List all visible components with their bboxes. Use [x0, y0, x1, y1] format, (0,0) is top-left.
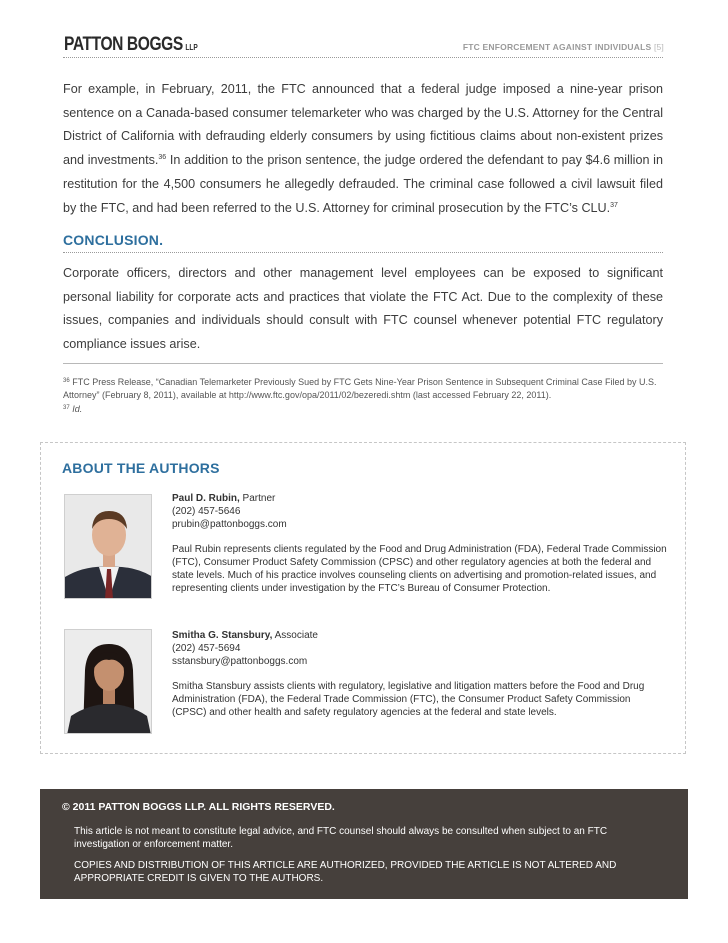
- author-email: sstansbury@pattonboggs.com: [172, 655, 308, 667]
- footnote-number: 36: [63, 378, 70, 384]
- footnote-text: Id.: [72, 404, 83, 414]
- conclusion-paragraph: Corporate officers, directors and other management level employees can be exposed to significant personal liability for corporate acts and practices that violate the FTC Act. Due to the complexity of these issues, companies and individuals should consult with FTC counsel whenever potential FTC regulatory compliance issues arise.: [63, 266, 663, 352]
- patton-boggs-logo: [64, 34, 198, 56]
- portrait-image: [65, 495, 152, 599]
- footnote-text: FTC Press Release, “Canadian Telemarketer Previously Sued by FTC Gets Nine-Year Prison Sentence in Subsequent Criminal Case Filed by U.S. Attorney” (February 8, 2011), available at http://www.ftc.gov/opa/2011/02/bezeredi.shtm (last accessed February 22, 2011).: [63, 377, 657, 400]
- distribution-notice: COPIES AND DISTRIBUTION OF THIS ARTICLE ARE AUTHORIZED, PROVIDED THE ARTICLE IS NOT ALTERED AND APPROPRIATE CREDIT IS GIVEN TO THE AUTHORS.: [74, 860, 617, 884]
- author-email: prubin@pattonboggs.com: [172, 518, 287, 530]
- footnote-number: 37: [63, 405, 70, 411]
- author-bio: Smitha Stansbury assists clients with regulatory, legislative and litigation matters before the Food and Drug Administration (FDA), the Federal Trade Commission (FTC), the Consumer Product Safety Commission (CPSC) and other health and safety regulatory agencies at the federal and state levels.: [172, 681, 645, 718]
- footnote-divider: [63, 363, 663, 364]
- portrait-image: [65, 630, 152, 734]
- author-phone: (202) 457-5694: [172, 642, 241, 654]
- author-info-rubin: [172, 493, 667, 596]
- about-authors-heading: ABOUT THE AUTHORS: [62, 460, 220, 476]
- page-marker: [5]: [653, 42, 664, 52]
- copyright-footer: [40, 789, 688, 899]
- logo-text: PATTON BOGGS: [64, 34, 183, 55]
- author-phone: (202) 457-5646: [172, 505, 241, 517]
- author-bio: Paul Rubin represents clients regulated by the Food and Drug Administration (FDA), Federal Trade Commission (FTC), Consumer Product Safety Commission (CPSC) and other regulatory agencies at both the federal and state levels. Much of his practice involves counseling clients on advertising and promotion-related issues, and representing clients under investigation by the FTC’s Bureau of Consumer Protection.: [172, 544, 667, 594]
- author-name-line: [172, 630, 667, 643]
- body-paragraph: [63, 78, 663, 220]
- conclusion-heading: CONCLUSION.: [63, 232, 164, 248]
- footnote-reference: 37: [610, 201, 618, 209]
- author-photo-rubin: [64, 494, 152, 599]
- author-name: Smitha G. Stansbury,: [172, 630, 273, 641]
- author-photo-stansbury: [64, 629, 152, 734]
- legal-disclaimer: This article is not meant to constitute legal advice, and FTC counsel should always be consulted when subject to an FTC investigation or enforcement matter.: [74, 826, 608, 850]
- author-info-stansbury: [172, 630, 667, 720]
- logo-suffix: LLP: [185, 43, 198, 52]
- author-title: Partner: [239, 493, 276, 504]
- running-header: [463, 42, 664, 52]
- footnote-36: [63, 376, 663, 401]
- footnote-37: [63, 403, 663, 416]
- paragraph-text-continued: In addition to the prison sentence, the judge ordered the defendant to pay $4.6 million in restitution for the 4,500 consumers he allegedly defrauded. The criminal case followed a civil lawsuit filed by the FTC, and had been referred to the U.S. Attorney for criminal prosecution by the FTC’s CLU.: [63, 153, 663, 215]
- footnote-reference: 36: [158, 154, 167, 162]
- running-title: FTC ENFORCEMENT AGAINST INDIVIDUALS: [462, 42, 652, 52]
- paragraph-text: For example, in February, 2011, the FTC announced that a federal judge imposed a nine-year prison sentence on a Canada-based consumer telemarketer who was charged by the U.S. Attorney for the Central District of California with defrauding elderly consumers by using fictitious claims about non-existent prizes and investments.: [63, 82, 663, 168]
- header-divider: [63, 57, 663, 58]
- author-name-line: [172, 493, 667, 506]
- copyright-notice: © 2011 PATTON BOGGS LLP. ALL RIGHTS RESERVED.: [62, 801, 335, 813]
- conclusion-divider: [63, 252, 663, 253]
- author-title: Associate: [272, 630, 318, 641]
- author-name: Paul D. Rubin,: [172, 493, 240, 504]
